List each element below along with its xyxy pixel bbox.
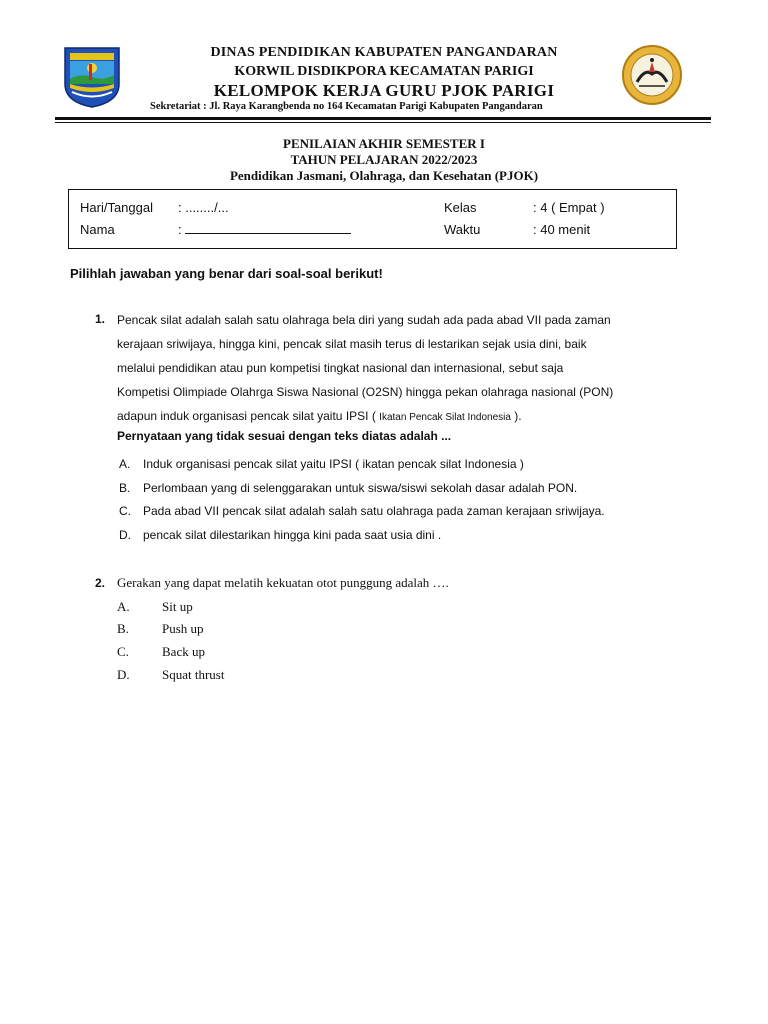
option-text[interactable]: Squat thrust (162, 667, 225, 682)
question-2-number: 2. (95, 576, 106, 590)
option-text[interactable]: pencak silat dilestarikan hingga kini pada saat usia dini . (143, 528, 442, 542)
option-letter: B. (119, 481, 131, 495)
question-2-stem: Gerakan yang dapat melatih kekuatan otot punggung adalah …. (117, 575, 449, 590)
passage-line-text: adapun induk organisasi pencak silat yaitu IPSI ( (117, 409, 376, 423)
time-value: : 40 menit (533, 222, 591, 237)
option-text[interactable]: Pada abad VII pencak silat adalah salah satu olahraga pada zaman kerajaan sriwijaya. (143, 504, 605, 518)
option-letter: A. (119, 457, 131, 471)
option-letter: C. (119, 504, 131, 518)
passage-line: melalui pendidikan atau pun kompetisi tingkat nasional dan internasional, sebut saja (117, 361, 564, 375)
option-text[interactable]: Sit up (162, 599, 193, 614)
name-label: Nama (80, 222, 115, 237)
name-field[interactable] (178, 222, 351, 237)
option-letter: D. (119, 528, 131, 542)
header-address: Sekretariat : Jl. Raya Karangbenda no 164 Kecamatan Parigi Kabupaten Pangandaran (150, 101, 543, 112)
option-letter: C. (117, 644, 129, 659)
date-label: Hari/Tanggal (80, 200, 153, 215)
date-value: : ......../... (178, 200, 229, 215)
passage-line (117, 404, 692, 428)
name-blank-line (185, 222, 351, 234)
ipsi-full-name: Ikatan Pencak Silat Indonesia (379, 412, 511, 423)
header-agency: DINAS PENDIDIKAN KABUPATEN PANGANDARAN (210, 45, 558, 60)
passage-line-end: ). (514, 409, 522, 423)
option-text[interactable]: Induk organisasi pencak silat yaitu IPSI ( ikatan pencak silat Indonesia ) (143, 457, 524, 471)
time-label: Waktu (444, 222, 481, 237)
student-info-box (68, 189, 677, 249)
header-group: KELOMPOK KERJA GURU PJOK PARIGI (213, 81, 555, 100)
passage-line: kerajaan sriwijaya, hingga kini, pencak silat masih terus di lestarikan sejak usia dini, baik (117, 337, 587, 351)
option-text[interactable]: Perlombaan yang di selenggarakan untuk siswa/siswi sekolah dasar adalah PON. (143, 481, 578, 495)
option-text[interactable]: Back up (162, 644, 205, 659)
name-colon: : (178, 222, 182, 237)
class-value: : 4 ( Empat ) (533, 200, 605, 215)
passage-line: Pencak silat adalah salah satu olahraga bela diri yang sudah ada pada abad VII pada zaman (117, 313, 611, 327)
exam-year: TAHUN PELAJARAN 2022/2023 (290, 152, 478, 167)
option-letter: D. (117, 667, 130, 682)
option-text[interactable]: Push up (162, 621, 204, 636)
question-1-passage (117, 308, 692, 428)
question-1-stem: Pernyataan yang tidak sesuai dengan teks diatas adalah ... (117, 429, 452, 443)
exam-title: PENILAIAN AKHIR SEMESTER I (283, 136, 485, 151)
option-letter: B. (117, 621, 129, 636)
header-district: KORWIL DISDIKPORA KECAMATAN PARIGI (234, 64, 534, 79)
passage-line: Kompetisi Olimpiade Olahrga Siswa Nasional (O2SN) hingga pekan olahraga nasional (PON) (117, 385, 614, 399)
class-label: Kelas (444, 200, 477, 215)
header-divider-thin (55, 122, 711, 123)
instruction: Pilihlah jawaban yang benar dari soal-soal berikut! (70, 266, 383, 281)
option-letter: A. (117, 599, 130, 614)
question-1-number: 1. (95, 312, 106, 326)
exam-subject: Pendidikan Jasmani, Olahraga, dan Kesehatan (PJOK) (229, 168, 539, 183)
header-divider (55, 117, 711, 120)
